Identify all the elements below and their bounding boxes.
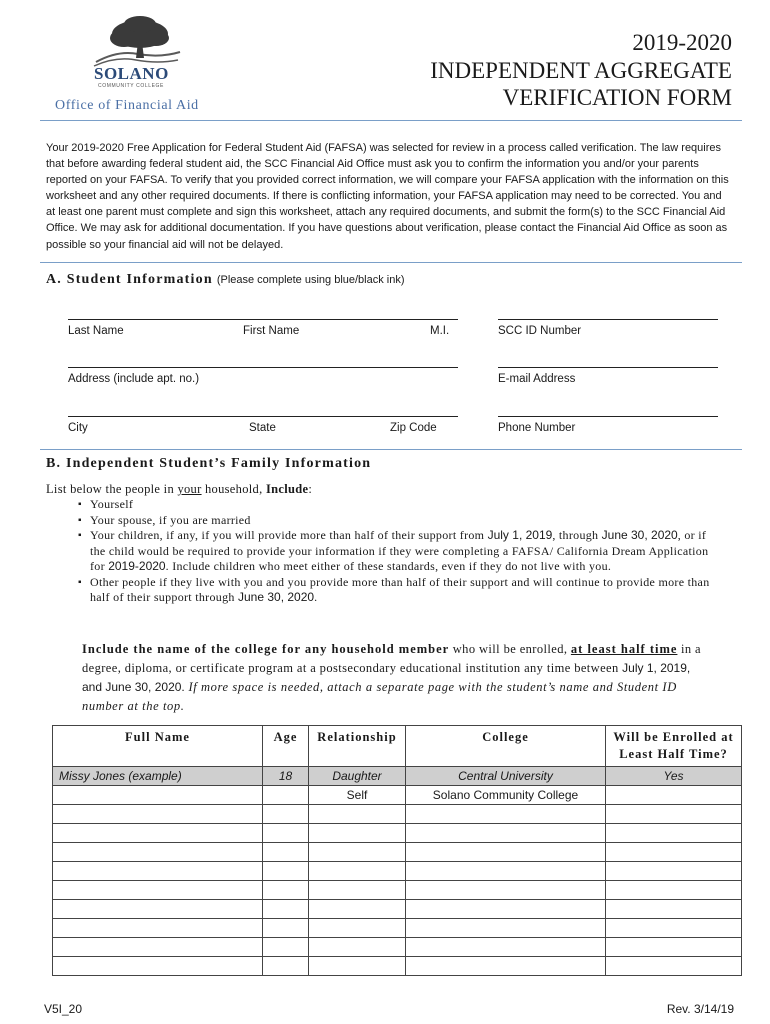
include-dates: July 1, 2019, and June 30, 2020. — [82, 661, 691, 694]
form-year: 2019-2020 — [632, 30, 732, 55]
first-name-label: First Name — [243, 325, 300, 337]
bullet-children-date2: June 30, 2020 — [601, 528, 678, 542]
header-enrolled-line2: Least Half Time? — [619, 747, 728, 761]
college-name: SOLANO — [94, 64, 169, 83]
cell-college[interactable] — [406, 900, 606, 919]
include-half-time: at least half time — [570, 642, 678, 656]
cell-relationship[interactable] — [309, 919, 406, 938]
header-full-name: Full Name — [53, 726, 263, 767]
header-enrolled — [606, 726, 742, 767]
cell-age[interactable] — [263, 843, 309, 862]
include-bold-text: Include the name of the college for any household member — [82, 642, 450, 656]
form-title-line2: VERIFICATION FORM — [502, 85, 732, 110]
phone-label: Phone Number — [498, 422, 576, 434]
state-label: State — [249, 422, 276, 434]
bullet-spouse-text: Your spouse, if you are married — [90, 512, 251, 527]
cell-age[interactable] — [263, 786, 309, 805]
cell-enrolled[interactable] — [606, 957, 742, 976]
cell-relationship[interactable] — [309, 957, 406, 976]
household-intro-your: your — [177, 482, 202, 496]
cell-relationship[interactable] — [309, 805, 406, 824]
header-divider — [40, 120, 742, 121]
form-title-line1: INDEPENDENT AGGREGATE — [430, 58, 732, 83]
bullet-other-end: . — [314, 590, 318, 604]
header-college: College — [406, 726, 606, 767]
section-b-divider — [40, 449, 742, 450]
cell-relationship[interactable] — [309, 862, 406, 881]
bullet-children-date1: July 1, 2019 — [487, 528, 553, 542]
bullet-children-text3: . Include children who meet either of these standards, even if they do not live with you. — [165, 559, 612, 573]
household-intro-mid: household, — [201, 482, 266, 496]
address-line[interactable] — [68, 367, 458, 368]
mi-label: M.I. — [430, 325, 450, 337]
header-age: Age — [263, 726, 309, 767]
bullet-children-text2: , or if the child would be required to provide your information if they were completing a FAFSA/ California Dream Application for — [90, 528, 709, 573]
section-b-heading: B. Independent Student’s Family Information — [46, 456, 372, 471]
cell-college[interactable] — [406, 862, 606, 881]
header-enrolled-line1: Will be Enrolled at — [613, 730, 734, 744]
include-mid-text: who will be enrolled, — [449, 642, 571, 656]
bullet-children — [78, 528, 718, 575]
cell-college: Central University — [406, 767, 606, 786]
cell-enrolled[interactable] — [606, 862, 742, 881]
cell-college[interactable] — [406, 957, 606, 976]
form-code: V5I_20 — [44, 1002, 83, 1016]
cell-enrolled[interactable] — [606, 843, 742, 862]
bullet-other-date: June 30, 2020 — [237, 590, 315, 604]
cell-full-name[interactable] — [53, 919, 263, 938]
email-label: E-mail Address — [498, 373, 576, 385]
section-a-divider — [40, 262, 742, 263]
cell-college[interactable] — [406, 938, 606, 957]
table-row — [53, 862, 742, 881]
college-subtitle: COMMUNITY COLLEGE — [98, 83, 164, 89]
table-row-self — [53, 786, 742, 805]
address-label: Address (include apt. no.) — [68, 373, 200, 385]
cell-full-name[interactable] — [53, 938, 263, 957]
cell-enrolled[interactable] — [606, 805, 742, 824]
cell-relationship: Self — [309, 786, 406, 805]
cell-age[interactable] — [263, 957, 309, 976]
cell-full-name[interactable] — [53, 843, 263, 862]
cell-full-name: Missy Jones (example) — [53, 767, 263, 786]
intro-paragraph: Your 2019-2020 Free Application for Federal Student Aid (FAFSA) was selected for review in a process called verification. The law requires that before awarding federal student aid, the SCC Financial Aid Office must ask you to confirm the information you and/or your parents reported on your FAFSA. To verify that you provided correct information, we will compare your FAFSA application with the information on this worksheet and any other required documents. If there is conflicting information, your FAFSA application may need to be corrected. You and at least one parent must complete and sign this worksheet, attach any required documents, and submit the form(s) to the SCC Financial Aid Office. We may ask for additional documentation. If you have questions about verification, please contact the Financial Aid Office as soon as possible so your financial aid will not be delayed. — [46, 142, 729, 251]
cell-enrolled: Yes — [606, 767, 742, 786]
household-bullets — [78, 497, 718, 606]
cell-enrolled[interactable] — [606, 881, 742, 900]
city-label: City — [68, 422, 88, 434]
cell-college: Solano Community College — [406, 786, 606, 805]
cell-age[interactable] — [263, 900, 309, 919]
bullet-other-text: Other people if they live with you and you provide more than half of their support and will continue to provide more than half of their support through — [90, 574, 710, 604]
cell-full-name[interactable] — [53, 805, 263, 824]
cell-full-name[interactable] — [53, 786, 263, 805]
family-table — [52, 725, 742, 976]
cell-age[interactable] — [263, 938, 309, 957]
bullet-spouse — [78, 513, 718, 529]
email-line[interactable] — [498, 367, 718, 368]
cell-age[interactable] — [263, 805, 309, 824]
cell-enrolled[interactable] — [606, 919, 742, 938]
cell-enrolled[interactable] — [606, 938, 742, 957]
scc-id-line[interactable] — [498, 319, 718, 320]
include-college-paragraph — [82, 640, 712, 716]
bullet-other-people — [78, 575, 718, 606]
bullet-children-through: , through — [552, 528, 602, 542]
phone-line[interactable] — [498, 416, 718, 417]
household-intro — [46, 482, 312, 497]
cell-college[interactable] — [406, 881, 606, 900]
bullet-children-year: 2019-2020 — [108, 559, 166, 573]
cell-full-name[interactable] — [53, 881, 263, 900]
scc-id-label: SCC ID Number — [498, 325, 582, 337]
table-row — [53, 843, 742, 862]
section-a-heading — [46, 272, 405, 288]
bullet-yourself — [78, 497, 718, 513]
table-row — [53, 881, 742, 900]
cell-relationship: Daughter — [309, 767, 406, 786]
cell-relationship[interactable] — [309, 843, 406, 862]
table-row — [53, 957, 742, 976]
bullet-children-text: Your children, if any, if you will provide more than half of their support from — [90, 528, 488, 542]
cell-full-name[interactable] — [53, 957, 263, 976]
table-row-example — [53, 767, 742, 786]
household-intro-include: Include — [265, 482, 309, 496]
cell-age[interactable] — [263, 919, 309, 938]
cell-college[interactable] — [406, 919, 606, 938]
cell-relationship[interactable] — [309, 824, 406, 843]
cell-relationship[interactable] — [309, 938, 406, 957]
cell-enrolled[interactable] — [606, 824, 742, 843]
include-after-text: in a degree, diploma, or certificate program at a postsecondary educational institution any time between — [82, 642, 701, 675]
last-name-label: Last Name — [68, 325, 124, 337]
cell-age[interactable] — [263, 862, 309, 881]
section-a-title: A. Student Information — [46, 272, 213, 287]
name-line[interactable] — [68, 319, 458, 320]
cell-enrolled[interactable] — [606, 786, 742, 805]
cell-enrolled[interactable] — [606, 900, 742, 919]
table-row — [53, 938, 742, 957]
cell-age: 18 — [263, 767, 309, 786]
city-state-zip-line[interactable] — [68, 416, 458, 417]
include-italic-note: If more space is needed, attach a separate page with the student’s name and Student ID number at the top. — [82, 680, 677, 713]
household-intro-text: List below the people in — [46, 482, 178, 496]
zip-label: Zip Code — [390, 422, 437, 434]
cell-full-name[interactable] — [53, 900, 263, 919]
table-row — [53, 919, 742, 938]
section-a-note: (Please complete using blue/black ink) — [216, 274, 405, 286]
table-row — [53, 824, 742, 843]
table-header-row — [53, 726, 742, 767]
cell-college[interactable] — [406, 824, 606, 843]
revision-date: Rev. 3/14/19 — [666, 1002, 734, 1016]
bullet-yourself-text: Yourself — [90, 497, 134, 511]
office-name: Office of Financial Aid — [55, 98, 199, 113]
cell-relationship[interactable] — [309, 900, 406, 919]
cell-college[interactable] — [406, 805, 606, 824]
table-row — [53, 900, 742, 919]
header-relationship: Relationship — [309, 726, 406, 767]
cell-full-name[interactable] — [53, 862, 263, 881]
cell-age[interactable] — [263, 881, 309, 900]
household-intro-end: : — [308, 482, 313, 496]
table-row — [53, 805, 742, 824]
cell-full-name[interactable] — [53, 824, 263, 843]
cell-relationship[interactable] — [309, 881, 406, 900]
cell-age[interactable] — [263, 824, 309, 843]
cell-college[interactable] — [406, 843, 606, 862]
